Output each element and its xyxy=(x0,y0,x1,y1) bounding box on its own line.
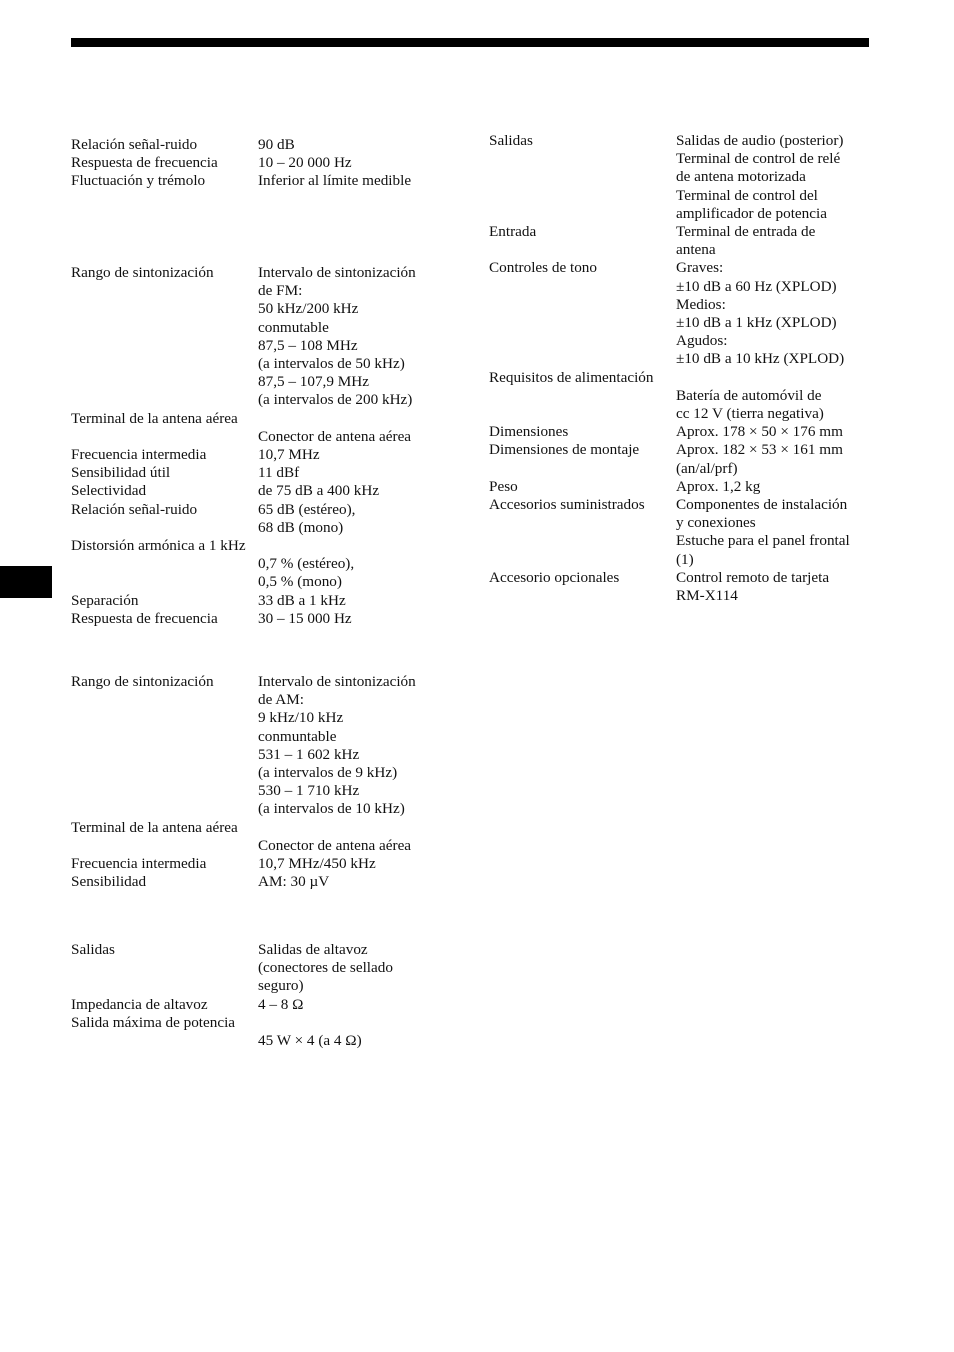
spec-row xyxy=(489,569,874,605)
spec-row xyxy=(71,855,451,873)
spec-row xyxy=(489,496,874,569)
spec-label: Sensibilidad útil xyxy=(71,464,171,482)
spec-row xyxy=(71,501,451,537)
cassette-specs xyxy=(71,136,451,191)
am-specs xyxy=(71,673,451,891)
spec-value-line: 9 kHz/10 kHz xyxy=(258,709,344,727)
spec-value-line: Agudos: xyxy=(676,332,728,350)
spec-value-line: Medios: xyxy=(676,295,726,313)
spec-value-line: de 75 dB a 400 kHz xyxy=(258,482,380,500)
spec-value xyxy=(676,441,874,477)
spec-value-line: cc 12 V (tierra negativa) xyxy=(676,405,824,423)
spec-value-line: y conexiones xyxy=(676,514,756,532)
spec-value-line: Aprox. 178 × 50 × 176 mm xyxy=(676,423,843,441)
spec-label: Dimensiones xyxy=(489,423,569,441)
spec-value: 45 W × 4 (a 4 Ω) xyxy=(258,1032,362,1050)
spec-label: Sensibilidad xyxy=(71,873,147,891)
spec-value-line: Inferior al límite medible xyxy=(258,172,412,190)
spec-value-line: Salidas de altavoz xyxy=(258,941,368,958)
spec-value-line: de FM: xyxy=(258,282,303,300)
spec-label: Rango de sintonización xyxy=(71,264,214,281)
spec-row xyxy=(489,441,874,477)
spec-row xyxy=(71,610,451,628)
spec-label: Entrada xyxy=(489,223,537,241)
spec-value-line: amplificador de potencia xyxy=(676,204,827,222)
spec-value xyxy=(258,136,451,154)
spec-value xyxy=(258,941,451,996)
spec-label: Rango de sintonización xyxy=(71,673,214,690)
spec-row xyxy=(489,478,874,496)
spec-value-line: RM-X114 xyxy=(676,587,738,605)
spec-value xyxy=(258,172,451,190)
spec-value-line: 0,7 % (estéreo), xyxy=(258,555,355,573)
spec-value-line: (a intervalos de 200 kHz) xyxy=(258,391,413,409)
spec-value-line: antena xyxy=(676,241,716,259)
spec-value-line: Salidas de audio (posterior) xyxy=(676,132,844,149)
spec-row xyxy=(71,136,451,154)
spec-value xyxy=(258,996,451,1014)
spec-value-line: 65 dB (estéreo), xyxy=(258,500,356,518)
spec-value xyxy=(71,555,451,591)
spec-value-line: Aprox. 1,2 kg xyxy=(676,477,761,495)
spec-label: Accesorios suministrados xyxy=(489,496,645,514)
am-tuning-row xyxy=(71,673,451,819)
spec-value: Conector de antena aérea xyxy=(258,836,412,854)
fm-antenna-row xyxy=(71,410,451,446)
spec-value xyxy=(258,154,451,172)
spec-value-line: (a intervalos de 50 kHz) xyxy=(258,355,405,373)
spec-label: Relación señal-ruido xyxy=(71,136,198,153)
spec-label: Accesorio opcionales xyxy=(489,568,620,586)
amp-specs xyxy=(71,941,451,1050)
spec-value-line: AM: 30 µV xyxy=(258,873,330,891)
spec-row xyxy=(71,172,451,190)
spec-value xyxy=(676,223,874,259)
spec-value xyxy=(258,464,451,482)
header-rule xyxy=(71,38,869,47)
spec-value-line: Terminal de control de relé xyxy=(676,150,841,168)
spec-label: Respuesta de frecuencia xyxy=(71,609,218,627)
spec-label: Terminal de la antena aérea xyxy=(71,409,238,427)
spec-value-line: Estuche para el panel frontal xyxy=(676,532,850,550)
fm-distortion-row xyxy=(71,537,451,592)
spec-row xyxy=(71,941,451,996)
spec-label: Frecuencia intermedia xyxy=(71,446,207,464)
spec-label: Terminal de la antena aérea xyxy=(71,818,238,836)
spec-label: Salidas xyxy=(71,941,115,958)
spec-value xyxy=(676,259,874,368)
spec-value-line: ±10 dB a 60 Hz (XPLOD) xyxy=(676,277,837,295)
spec-value-line: Terminal de entrada de xyxy=(676,223,816,241)
spec-value-line: de antena motorizada xyxy=(676,168,806,186)
spec-row xyxy=(489,132,874,223)
spec-label: Dimensiones de montaje xyxy=(489,441,640,459)
spec-value xyxy=(258,610,451,628)
spec-value-line: (a intervalos de 9 kHz) xyxy=(258,764,398,782)
amp-power-row xyxy=(71,1014,451,1050)
spec-value-line: 531 – 1 602 kHz xyxy=(258,745,360,763)
spec-value-line: (a intervalos de 10 kHz) xyxy=(258,800,405,818)
spec-value-line: (an/al/prf) xyxy=(676,459,738,477)
spec-value xyxy=(258,446,451,464)
spec-label: Salida máxima de potencia xyxy=(71,1013,236,1031)
spec-value-line: 87,5 – 107,9 MHz xyxy=(258,373,369,391)
spec-value-line: Control remoto de tarjeta xyxy=(676,568,830,586)
spec-label: Requisitos de alimentación xyxy=(489,368,654,386)
spec-label: Controles de tono xyxy=(489,259,597,277)
spec-label: Impedancia de altavoz xyxy=(71,995,208,1013)
spec-label: Relación señal-ruido xyxy=(71,500,198,518)
spec-value-line: 68 dB (mono) xyxy=(258,518,344,536)
spec-row xyxy=(71,482,451,500)
spec-row xyxy=(489,423,874,441)
fm-specs xyxy=(71,264,451,628)
spec-value-line: Graves: xyxy=(676,259,724,277)
spec-value-line: ±10 dB a 10 kHz (XPLOD) xyxy=(676,350,845,368)
spec-value xyxy=(676,478,874,496)
spec-label: Selectividad xyxy=(71,482,147,500)
spec-label: Peso xyxy=(489,477,518,495)
spec-label: Salidas xyxy=(489,132,533,149)
spec-value-line: 10 – 20 000 Hz xyxy=(258,154,352,172)
spec-value-line: 530 – 1 710 kHz xyxy=(258,782,360,800)
spec-value xyxy=(258,482,451,500)
spec-value-line: 33 dB a 1 kHz xyxy=(258,591,346,609)
spec-row xyxy=(489,223,874,259)
spec-label: Frecuencia intermedia xyxy=(71,855,207,873)
spec-value xyxy=(676,496,874,569)
am-antenna-row xyxy=(71,819,451,855)
general-power-req-row xyxy=(489,369,874,424)
spec-value-line: conmutable xyxy=(258,318,329,336)
spec-value xyxy=(676,132,874,223)
spec-value-line: Batería de automóvil de xyxy=(676,386,822,404)
spec-value xyxy=(676,423,874,441)
spec-value-line: 50 kHz/200 kHz xyxy=(258,300,359,318)
fm-tuning-row xyxy=(71,264,451,410)
spec-value-line: Intervalo de sintonización xyxy=(258,264,416,281)
spec-value xyxy=(258,673,451,819)
spec-value xyxy=(258,592,451,610)
spec-value-line: 10,7 MHz xyxy=(258,446,320,464)
general-specs xyxy=(489,132,874,605)
spec-value xyxy=(489,387,874,423)
spec-value-line: 4 – 8 Ω xyxy=(258,995,304,1013)
spec-value-line: 87,5 – 108 MHz xyxy=(258,336,358,354)
spec-value-line: (conectores de sellado xyxy=(258,959,393,977)
spec-value xyxy=(258,873,451,891)
spec-row xyxy=(71,996,451,1014)
spec-value-line: Aprox. 182 × 53 × 161 mm xyxy=(676,441,843,459)
spec-value xyxy=(258,501,451,537)
spec-row xyxy=(71,154,451,172)
spec-value-line: (1) xyxy=(676,550,694,568)
spec-label: Respuesta de frecuencia xyxy=(71,154,218,172)
spec-label: Distorsión armónica a 1 kHz xyxy=(71,537,246,555)
spec-row xyxy=(71,446,451,464)
spec-value-line: conmuntable xyxy=(258,727,337,745)
spec-row xyxy=(71,592,451,610)
spec-value-line: de AM: xyxy=(258,691,304,709)
spec-value: Conector de antena aérea xyxy=(258,427,412,445)
page-edge-tab xyxy=(0,566,52,598)
spec-value xyxy=(258,855,451,873)
spec-value-line: 11 dBf xyxy=(258,464,300,482)
spec-row xyxy=(71,873,451,891)
spec-value-line: 10,7 MHz/450 kHz xyxy=(258,855,376,873)
spec-value-line: seguro) xyxy=(258,977,304,995)
spec-value-line: Intervalo de sintonización xyxy=(258,673,416,690)
spec-label: Fluctuación y trémolo xyxy=(71,172,206,190)
spec-value xyxy=(676,569,874,605)
spec-value-line: Componentes de instalación xyxy=(676,496,848,514)
spec-value-line: 0,5 % (mono) xyxy=(258,573,342,591)
spec-value-line: 30 – 15 000 Hz xyxy=(258,609,352,627)
spec-label: Separación xyxy=(71,591,139,609)
spec-row xyxy=(489,259,874,368)
spec-value-line: 90 dB xyxy=(258,136,295,153)
spec-value-line: ±10 dB a 1 kHz (XPLOD) xyxy=(676,314,837,332)
spec-value xyxy=(258,264,451,410)
spec-row xyxy=(71,464,451,482)
spec-value-line: Terminal de control del xyxy=(676,186,818,204)
